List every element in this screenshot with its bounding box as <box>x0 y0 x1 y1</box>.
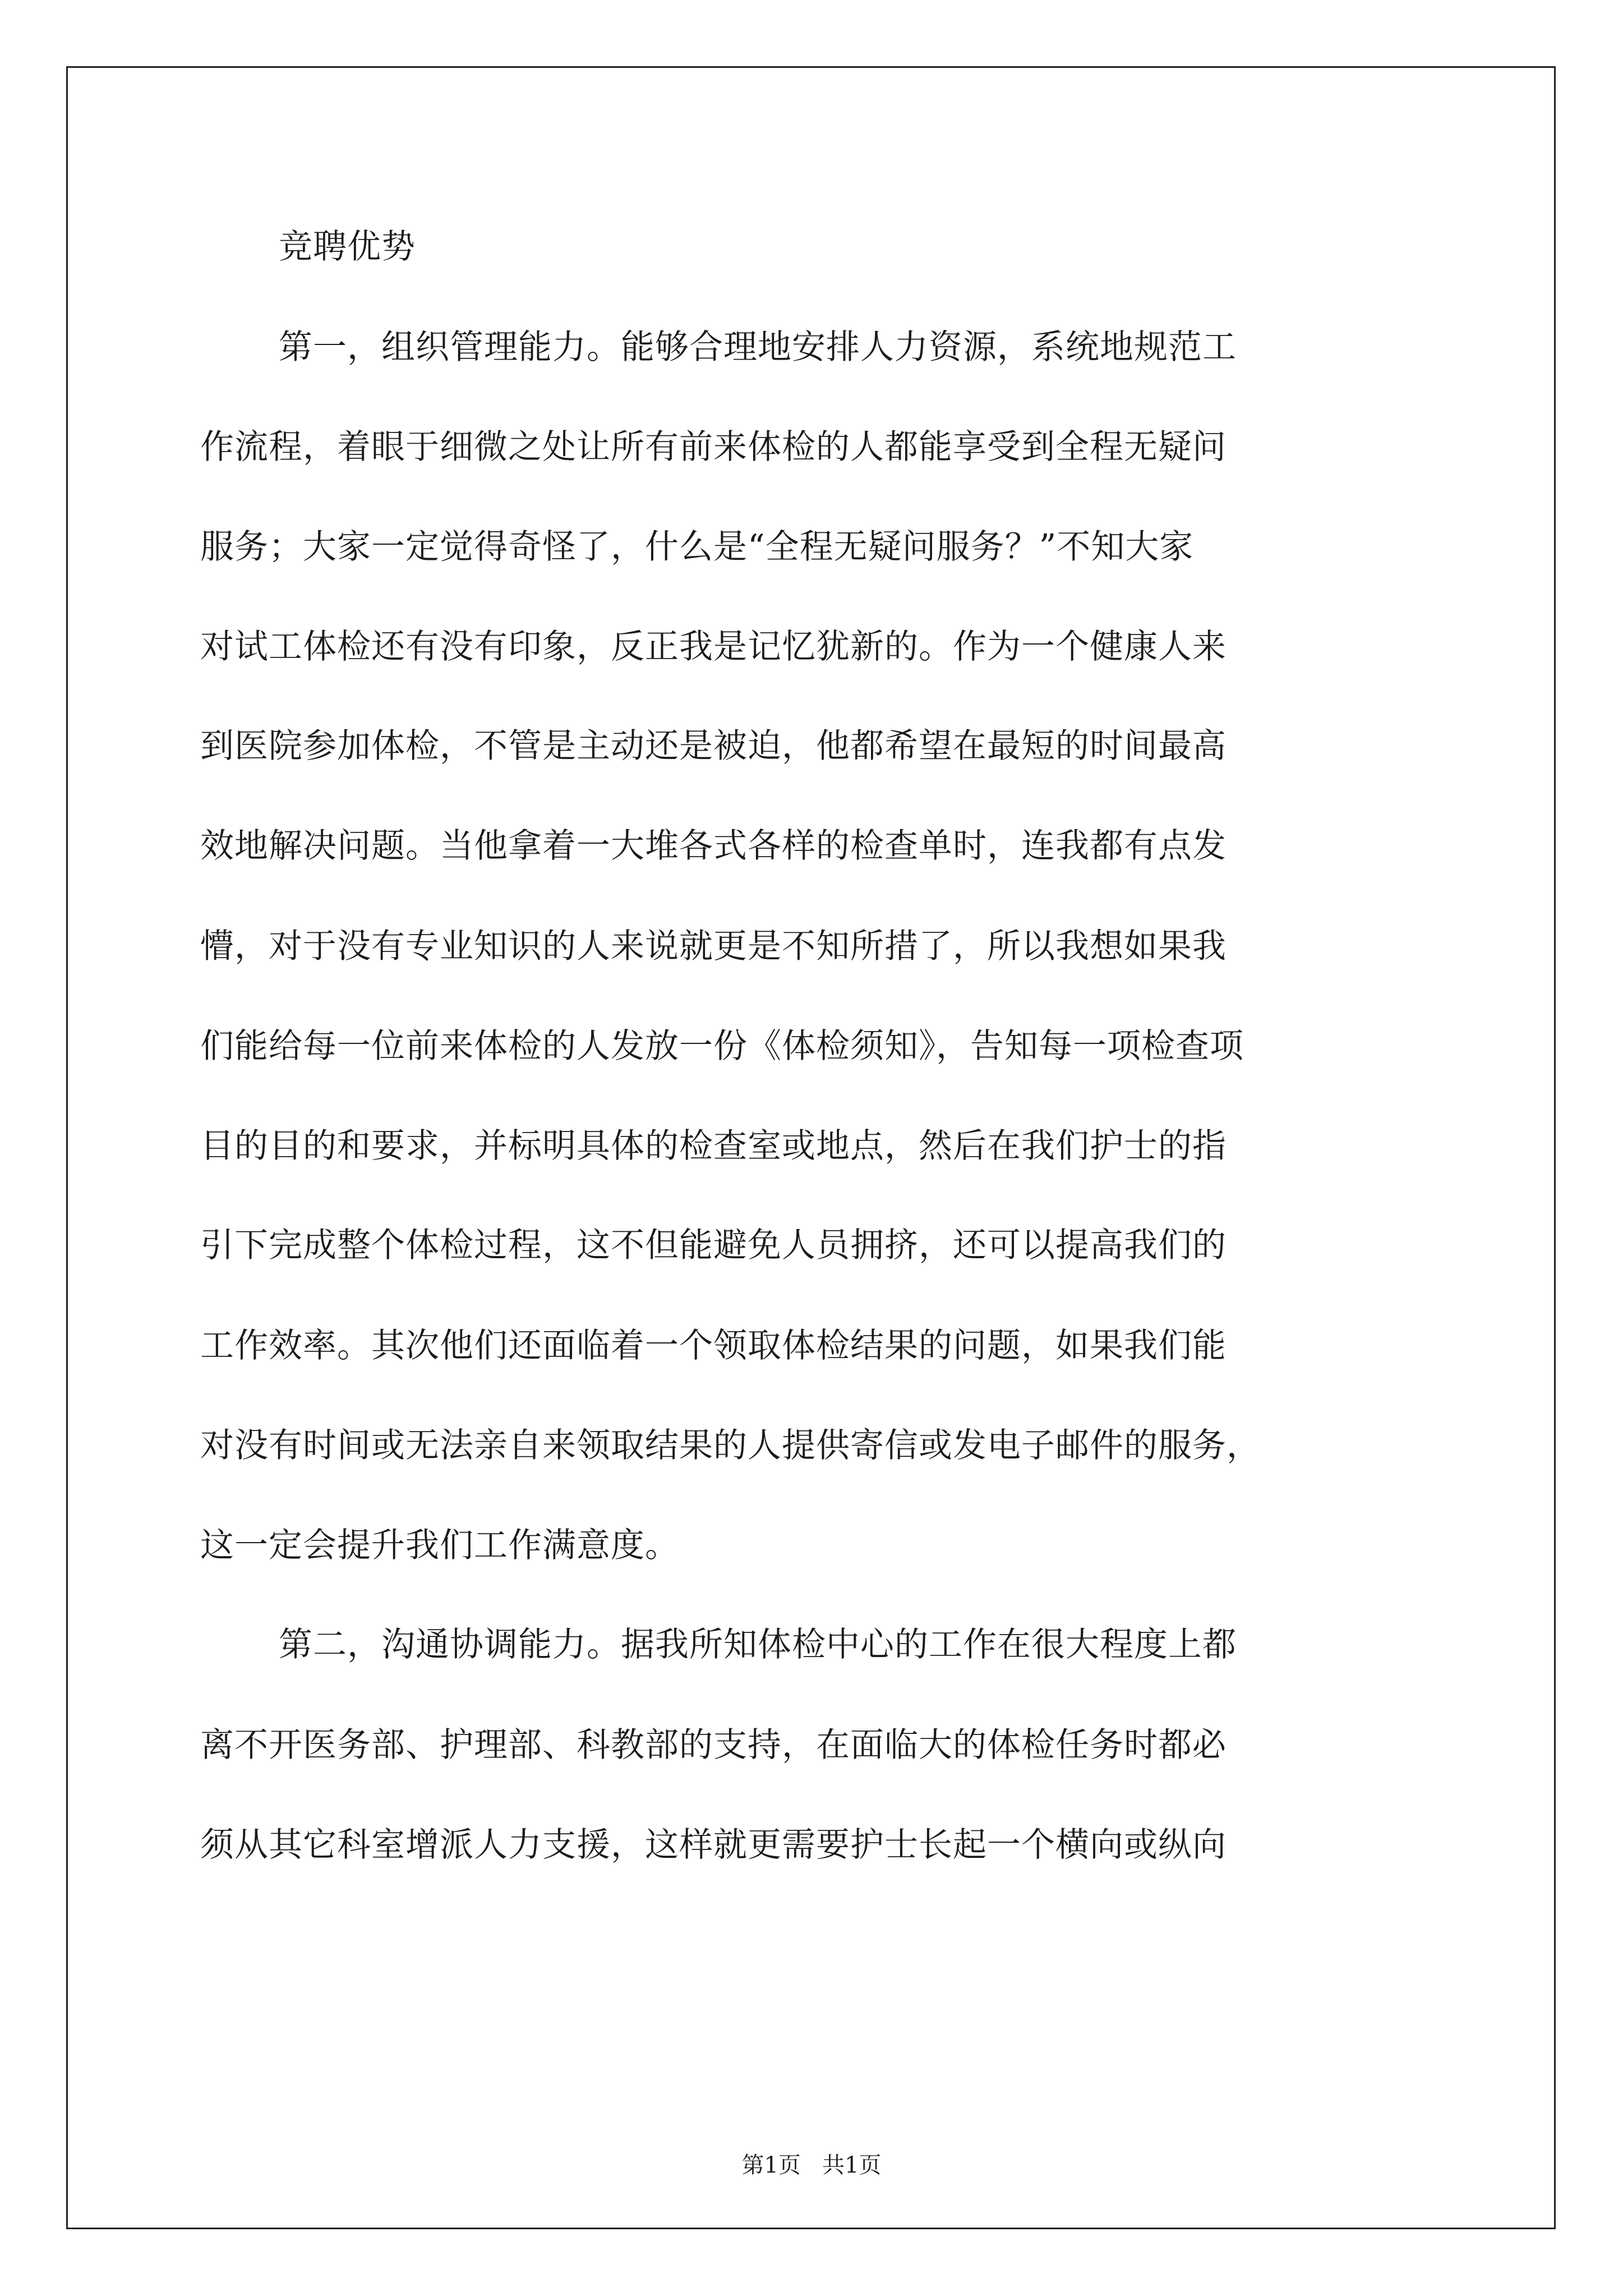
paragraph-line: 工作效率。其次他们还面临着一个领取体检结果的问题，如果我们能 <box>200 1326 1227 1365</box>
page-number-footer: 第1页 共1页 <box>741 2152 882 2178</box>
paragraph-line: 们能给每一位前来体检的人发放一份《体检须知》，告知每一项检查项 <box>200 1027 1244 1066</box>
paragraph-line: 这一定会提升我们工作满意度。 <box>200 1526 679 1565</box>
paragraph-line: 对试工体检还有没有印象，反正我是记忆犹新的。作为一个健康人来 <box>200 627 1227 666</box>
paragraph-line: 离不开医务部、护理部、科教部的支持，在面临大的体检任务时都必 <box>200 1726 1227 1765</box>
paragraph-line: 效地解决问题。当他拿着一大堆各式各样的检查单时，连我都有点发 <box>200 826 1227 866</box>
paragraph-line: 懵，对于没有专业知识的人来说就更是不知所措了，所以我想如果我 <box>200 927 1227 966</box>
paragraph-line: 目的目的和要求，并标明具体的检查室或地点，然后在我们护士的指 <box>200 1126 1227 1166</box>
paragraph-line: 须从其它科室增派人力支援，这样就更需要护士长起一个横向或纵向 <box>200 1825 1227 1865</box>
document-heading: 竞聘优势 <box>279 227 416 266</box>
paragraph-line: 第二，沟通协调能力。据我所知体检中心的工作在很大程度上都 <box>279 1625 1237 1664</box>
paragraph-line: 作流程，着眼于细微之处让所有前来体检的人都能享受到全程无疑问 <box>200 427 1227 467</box>
paragraph-line: 引下完成整个体检过程，这不但能避免人员拥挤，还可以提高我们的 <box>200 1226 1227 1265</box>
paragraph-line: 对没有时间或无法亲自来领取结果的人提供寄信或发电子邮件的服务， <box>200 1426 1261 1465</box>
paragraph-line: 到医院参加体检，不管是主动还是被迫，他都希望在最短的时间最高 <box>200 726 1227 766</box>
paragraph-line: 第一，组织管理能力。能够合理地安排人力资源，系统地规范工 <box>279 328 1237 367</box>
paragraph-line: 服务；大家一定觉得奇怪了，什么是“全程无疑问服务？”不知大家 <box>200 527 1194 567</box>
